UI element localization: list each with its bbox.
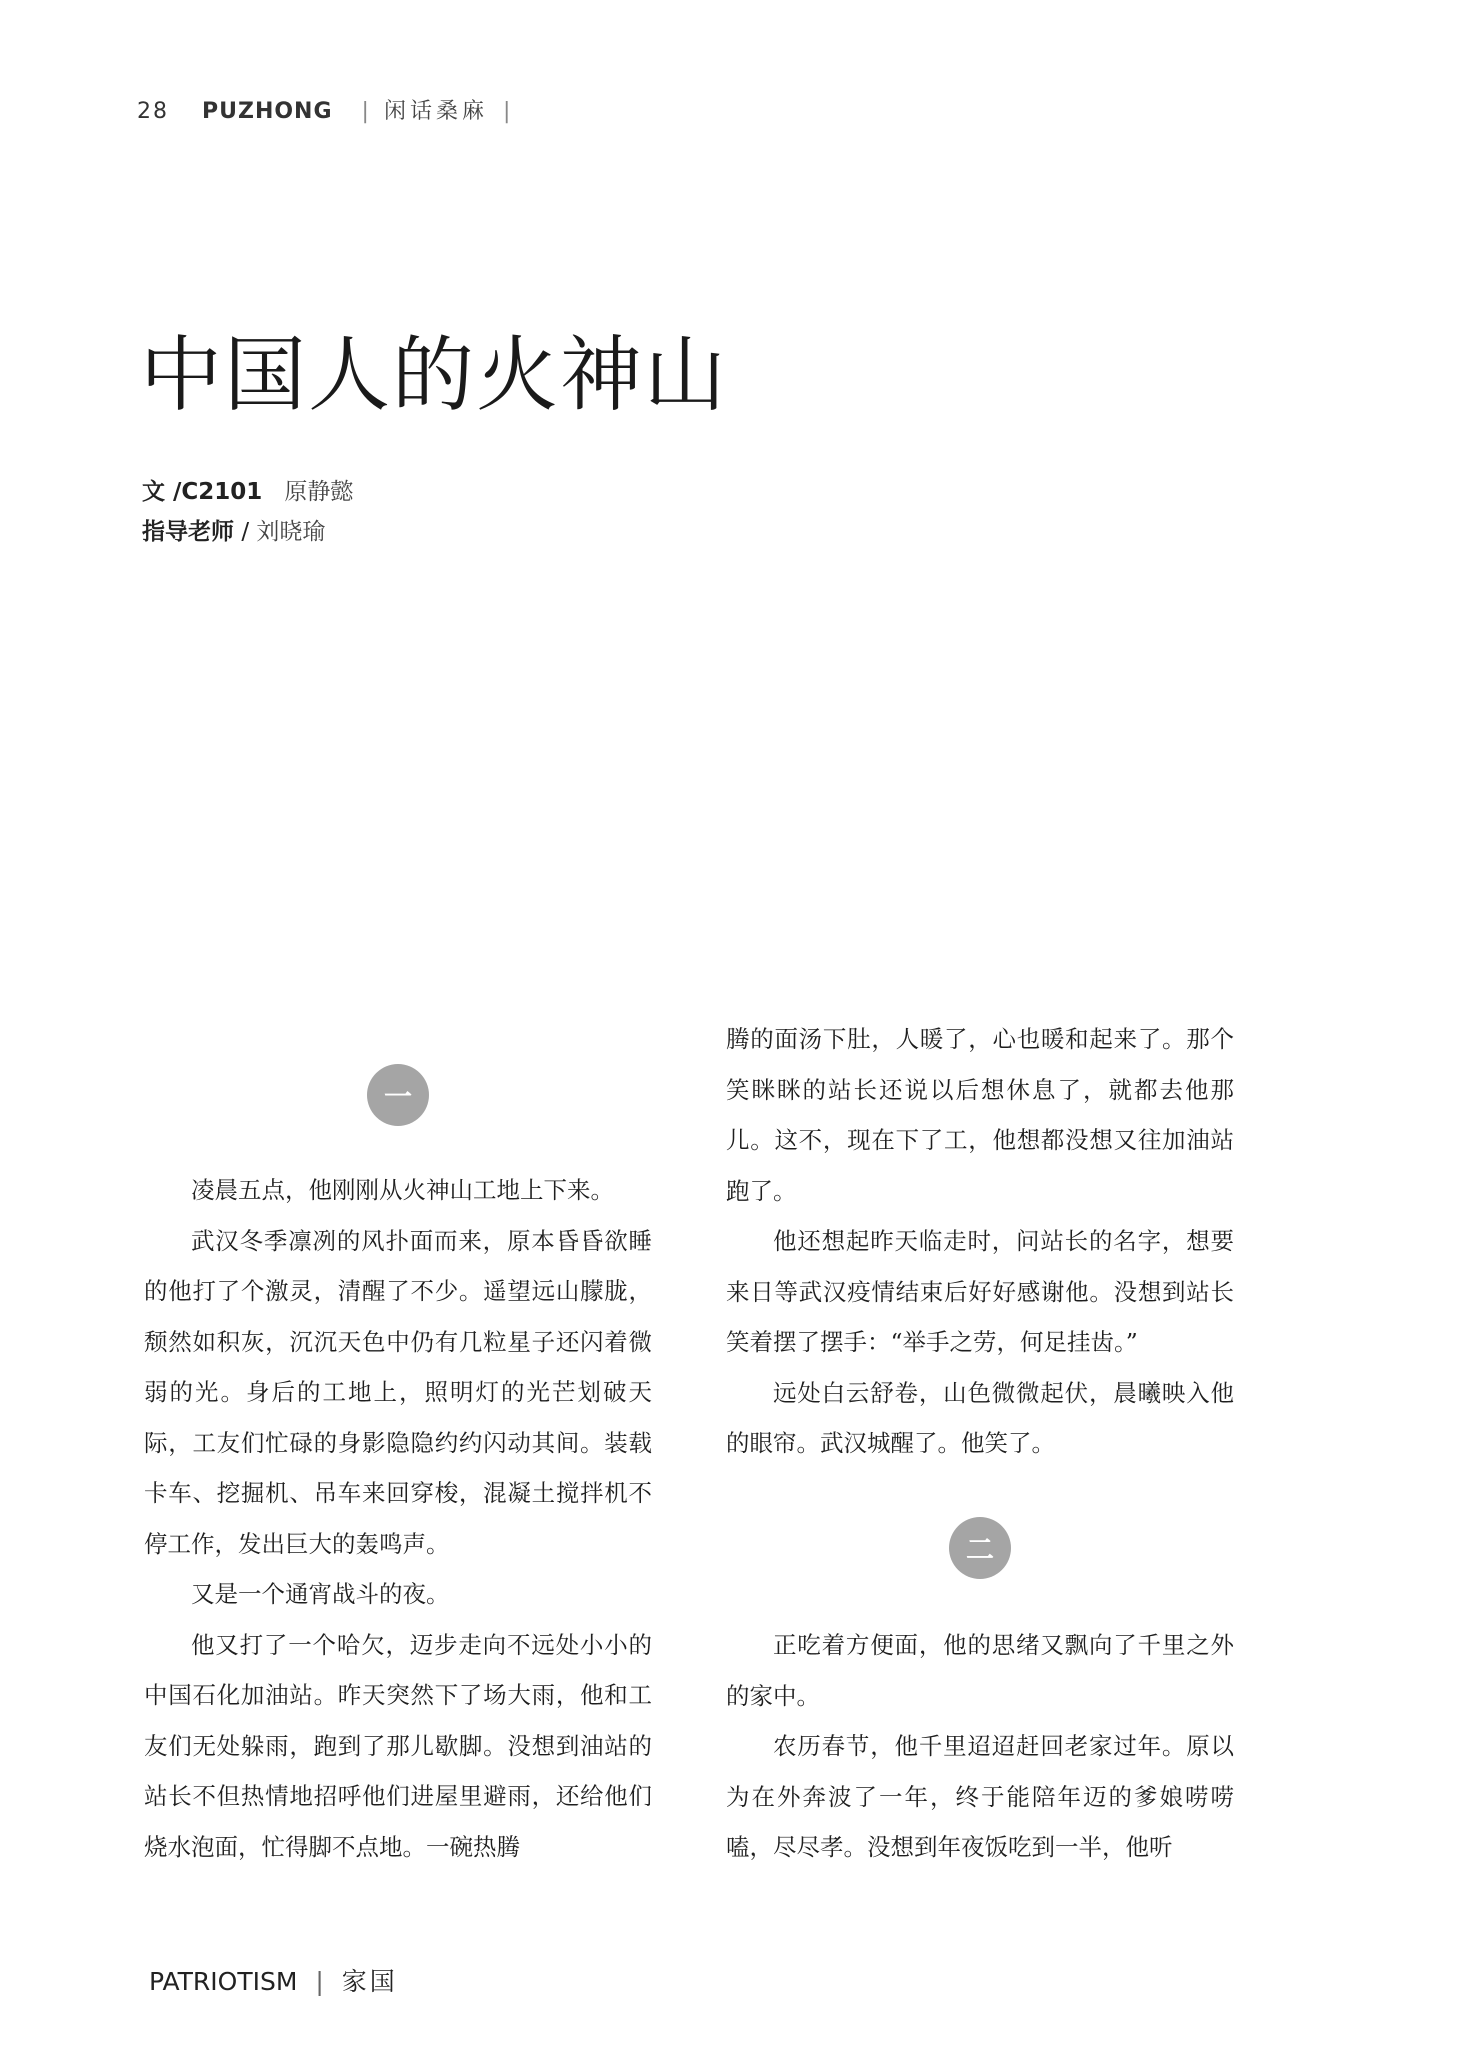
section-marker-1: 一 (367, 1064, 429, 1126)
paragraph: 凌晨五点，他刚刚从火神山工地上下来。 (191, 1176, 614, 1204)
footer-section-en: PATRIOTISM (149, 1967, 298, 1996)
byline (142, 472, 353, 552)
section-marker-2: 二 (949, 1517, 1011, 1579)
header-separator: | (502, 99, 511, 124)
paragraph: 远处白云舒卷，山色微微起伏，晨曦映入他的眼帘。武汉城醒了。他笑了。 (726, 1378, 1234, 1457)
paragraph: 正吃着方便面，他的思绪又飘向了千里之外的家中。 (726, 1631, 1234, 1710)
advisor-line (142, 512, 353, 552)
paragraph: 武汉冬季凛冽的风扑面而来，原本昏昏欲睡的他打了个激灵，清醒了不少。遥望远山朦胧，颓然如积灰，沉沉天色中仍有几粒星子还闪着微弱的光。身后的工地上，照明灯的光芒划破天际，工友们忙碌的身影隐隐约约闪动其间。装载卡车、挖掘机、吊车来回穿梭，混凝土搅拌机不停工作，发出巨大的轰鸣声。 (144, 1226, 652, 1558)
header-separator: | (361, 99, 369, 124)
magazine-name: PUZHONG (202, 99, 333, 124)
advisor-label: 指导老师 (142, 519, 234, 545)
advisor-separator: / (241, 519, 250, 545)
paragraph-continued: 腾的面汤下肚，人暖了，心也暖和起来了。那个笑眯眯的站长还说以后想休息了，就都去他那儿。这不，现在下了工，他想都没想又往加油站跑了。 (726, 1025, 1234, 1205)
page-footer (149, 1962, 398, 1998)
paragraph: 农历春节，他千里迢迢赶回老家过年。原以为在外奔波了一年，终于能陪年迈的爹娘唠唠嗑，尽尽孝。没想到年夜饭吃到一半，他听 (726, 1732, 1234, 1861)
right-column-section-2 (726, 1620, 1234, 1873)
article-title: 中国人的火神山 (140, 328, 729, 423)
page-number: 28 (137, 99, 169, 124)
left-column (144, 1165, 652, 1872)
author-line (142, 472, 353, 512)
paragraph: 他又打了一个哈欠，迈步走向不远处小小的中国石化加油站。昨天突然下了场大雨，他和工友们无处躲雨，跑到了那儿歇脚。没想到油站的站长不但热情地招呼他们进屋里避雨，还给他们烧水泡面，忙得脚不点地。一碗热腾 (144, 1630, 652, 1861)
advisor-name: 刘晓瑜 (256, 519, 326, 545)
author-label: 文 /C2101 (142, 479, 263, 505)
section-name: 闲话桑麻 (383, 99, 488, 124)
author-name: 原静懿 (284, 479, 354, 505)
paragraph: 又是一个通宵战斗的夜。 (191, 1580, 450, 1608)
right-column (726, 1014, 1234, 1469)
footer-section-cn: 家国 (341, 1967, 398, 1996)
paragraph: 他还想起昨天临走时，问站长的名字，想要来日等武汉疫情结束后好好感谢他。没想到站长笑着摆了摆手：“举手之劳，何足挂齿。” (726, 1227, 1234, 1356)
page-header (137, 94, 518, 125)
footer-separator: | (315, 1967, 324, 1996)
